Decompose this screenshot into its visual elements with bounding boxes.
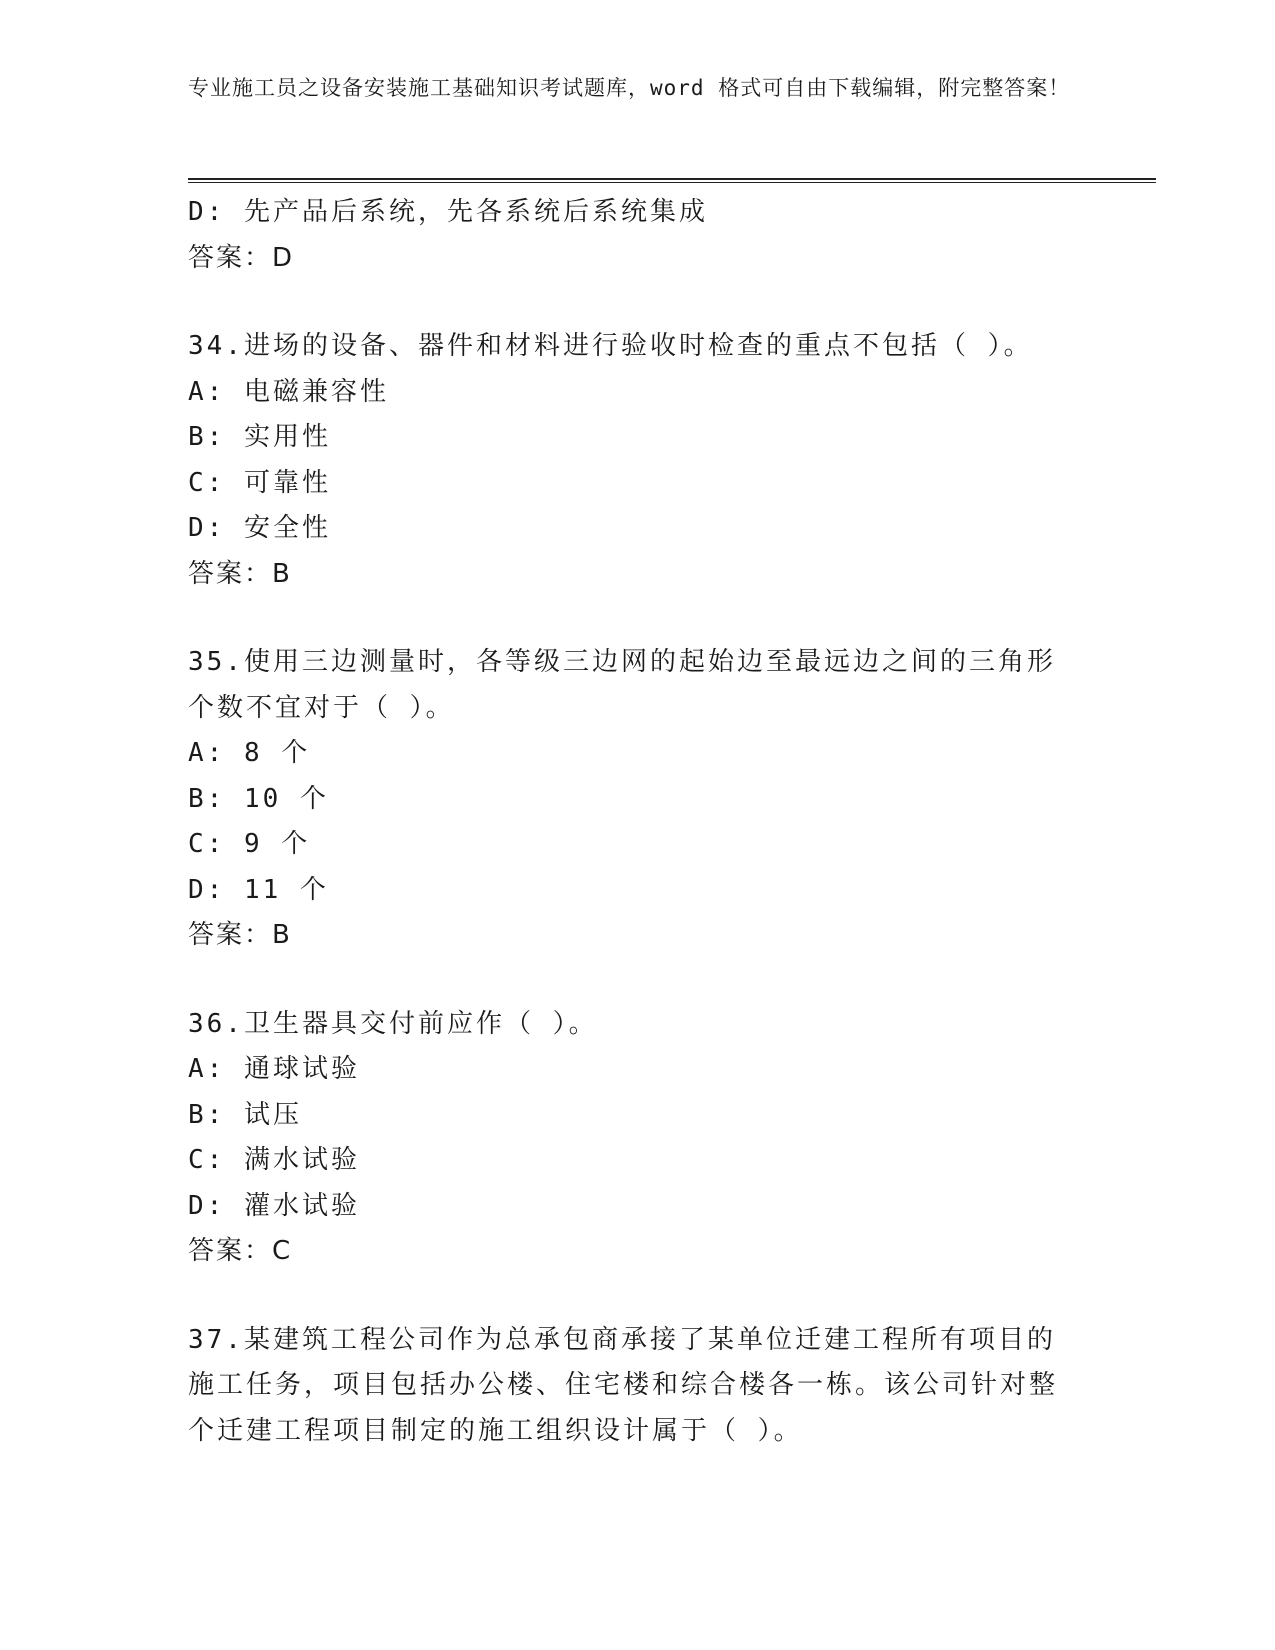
option-line: D: 先产品后系统，先各系统后系统集成 xyxy=(188,197,708,227)
document-body xyxy=(188,190,1088,1454)
option-line: C: 9 个 xyxy=(188,829,311,859)
spacer xyxy=(188,281,1088,324)
option-line: A: 电磁兼容性 xyxy=(188,376,389,407)
option-line: B: 实用性 xyxy=(188,422,331,452)
option-line: A: 8 个 xyxy=(188,738,311,768)
option-line: B: 10 个 xyxy=(188,783,329,814)
spacer xyxy=(188,597,1088,640)
answer-line: 答案：B xyxy=(188,920,292,950)
option-line: C: 满水试验 xyxy=(188,1145,360,1175)
answer-line: 答案：C xyxy=(188,1236,293,1266)
question-block xyxy=(188,1002,1088,1275)
option-line: D: 灌水试验 xyxy=(188,1190,360,1221)
question-stem: 35.使用三边测量时，各等级三边网的起始边至最远边之间的三角形个数不宜对于（ ）。 xyxy=(188,647,1056,723)
answer-line: 答案：D xyxy=(188,242,295,273)
spacer xyxy=(188,1275,1088,1318)
question-block xyxy=(188,324,1088,597)
option-line: C: 可靠性 xyxy=(188,467,331,498)
option-line: D: 11 个 xyxy=(188,874,329,905)
question-stem: 36.卫生器具交付前应作（ ）。 xyxy=(188,1008,598,1039)
question-stem: 37.某建筑工程公司作为总承包商承接了某单位迁建工程所有项目的施工任务，项目包括办公楼、住宅楼和综合楼各一栋。该公司针对整个迁建工程项目制定的施工组织设计属于（ ）。 xyxy=(188,1324,1059,1446)
question-stem: 34.进场的设备、器件和材料进行验收时检查的重点不包括（ ）。 xyxy=(188,331,1033,361)
question-block xyxy=(188,1318,1088,1455)
question-block xyxy=(188,640,1088,959)
spacer xyxy=(188,959,1088,1002)
option-line: A: 通球试验 xyxy=(188,1054,360,1084)
option-line: B: 试压 xyxy=(188,1099,302,1130)
option-line: D: 安全性 xyxy=(188,513,331,543)
document-header: 专业施工员之设备安装施工基础知识考试题库，word 格式可自由下载编辑，附完整答案！ xyxy=(188,76,1071,100)
answer-line: 答案：B xyxy=(188,558,292,589)
header-divider xyxy=(188,178,1156,183)
